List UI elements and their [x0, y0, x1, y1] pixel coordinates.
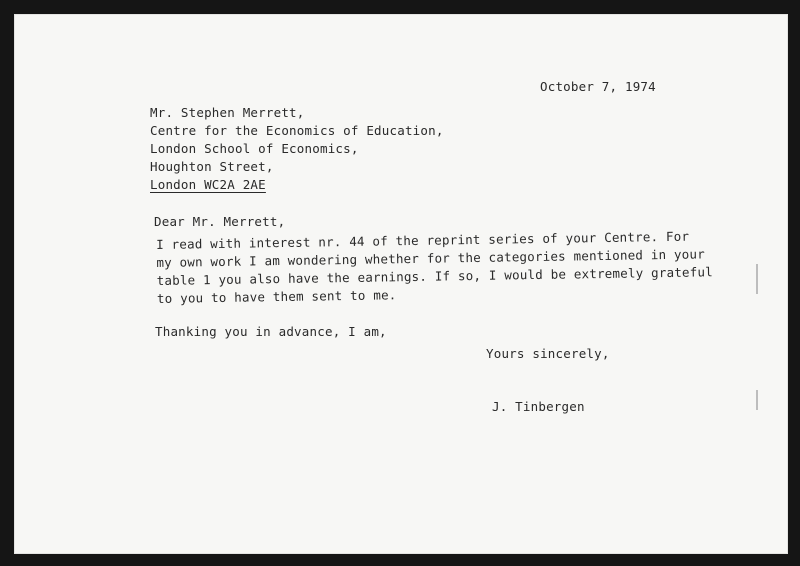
- body-line: to you to have them sent to me.: [156, 287, 397, 306]
- letter-date: October 7, 1974: [540, 79, 656, 94]
- address-line-name: Mr. Stephen Merrett,: [150, 105, 305, 120]
- signer-name: J. Tinbergen: [492, 399, 585, 414]
- scan-mark: [756, 390, 758, 410]
- body-line: table 1 you also have the earnings. If so, I would be extremely grateful: [156, 264, 713, 288]
- letter-paper: [14, 14, 788, 554]
- thanks-line: Thanking you in advance, I am,: [155, 324, 387, 339]
- address-line-city: London WC2A 2AE: [150, 177, 266, 192]
- recipient-address: [150, 104, 444, 194]
- scan-mark: [756, 264, 758, 294]
- salutation: Dear Mr. Merrett,: [154, 214, 286, 229]
- body-line: I read with interest nr. 44 of the reprint series of your Centre. For: [156, 228, 690, 252]
- address-line-organization: Centre for the Economics of Education,: [150, 123, 444, 138]
- address-line-institution: London School of Economics,: [150, 141, 359, 156]
- address-line-street: Houghton Street,: [150, 159, 274, 174]
- complimentary-close: Yours sincerely,: [486, 346, 610, 361]
- body-line: my own work I am wondering whether for the categories mentioned in your: [156, 246, 705, 270]
- letter-body: [156, 227, 713, 308]
